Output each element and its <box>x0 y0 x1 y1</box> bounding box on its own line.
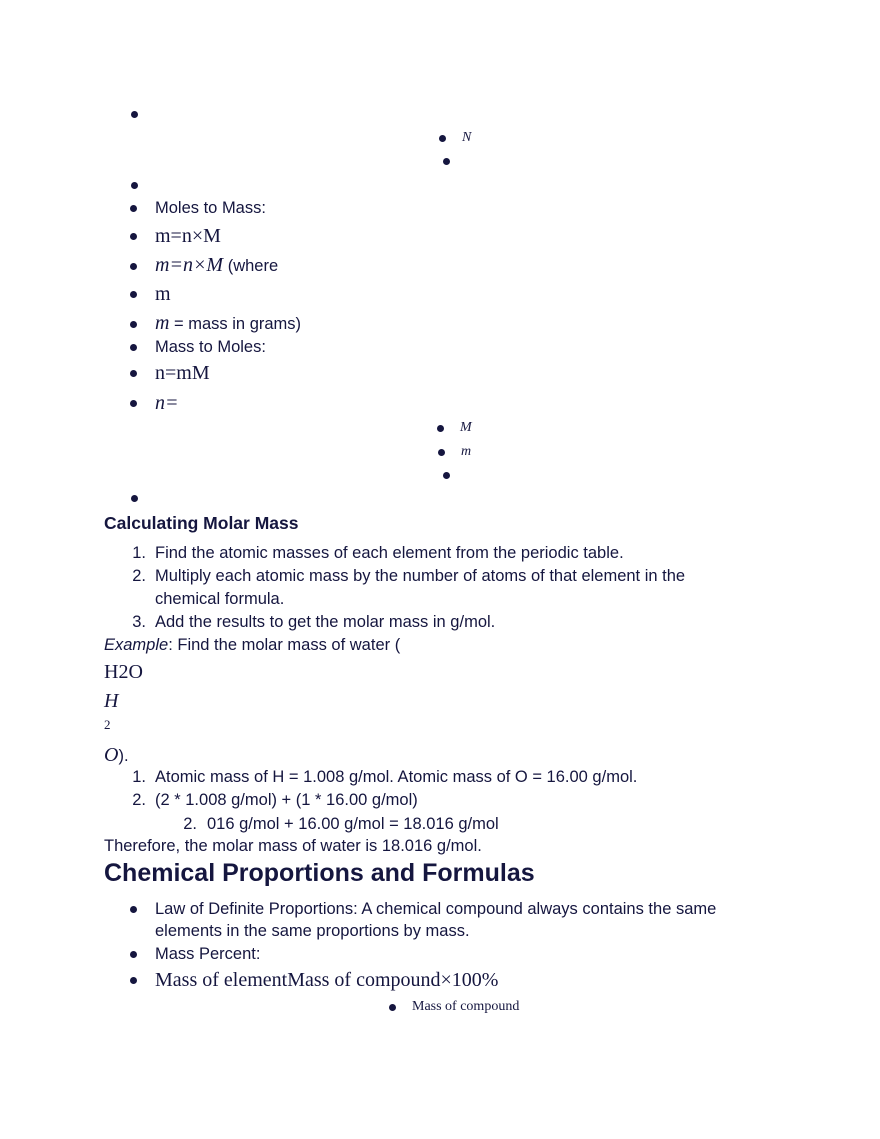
step-text-2-line2: chemical formula. <box>155 590 285 608</box>
step-text-3: Add the results to get the molar mass in g/mol. <box>155 613 496 631</box>
example-step-text-1: Atomic mass of H = 1.008 g/mol. Atomic mass of O = 16.00 g/mol. <box>155 768 638 786</box>
o-italic: O <box>104 744 119 766</box>
example-step-text-3: 016 g/mol + 16.00 g/mol = 18.016 g/mol <box>207 815 499 833</box>
conclusion-text: Therefore, the molar mass of water is 18.016 g/mol. <box>104 837 482 855</box>
step-number-2: 2. <box>132 567 146 585</box>
step-text-2-line1: Multiply each atomic mass by the number of atoms of that element in the <box>155 567 686 585</box>
formula-moles-italic: n= <box>155 392 179 414</box>
example-line <box>104 635 400 655</box>
mass-percent-label: Mass Percent: <box>155 945 261 963</box>
m-definition <box>155 311 301 337</box>
bullet-empty-2 <box>443 158 450 165</box>
subscript-two: 2 <box>104 717 111 732</box>
moles-to-mass-label: Moles to Mass: <box>155 199 266 217</box>
h2o-plain: H2O <box>104 661 143 683</box>
m-symbol-plain: m <box>155 283 171 305</box>
example-text: : Find the molar mass of water ( <box>168 636 401 654</box>
fraction-denominator-n: N <box>462 130 472 145</box>
example-label: Example <box>104 636 169 654</box>
step-number-3: 3. <box>132 613 146 631</box>
formula-mass-with-where <box>155 253 278 279</box>
bullet-empty-1 <box>131 111 138 118</box>
m-symbol-italic: m <box>155 312 170 334</box>
o-suffix: ). <box>118 747 129 765</box>
bullet-empty-3 <box>131 182 138 189</box>
fraction-numerator-m: m <box>461 444 472 459</box>
law-definite-proportions-line1: Law of Definite Proportions: A chemical compound always contains the same <box>155 900 717 918</box>
bullet-empty-5 <box>131 495 138 502</box>
mass-to-moles-label: Mass to Moles: <box>155 338 266 356</box>
h-italic: H <box>104 690 119 712</box>
calculating-heading: Calculating Molar Mass <box>104 513 299 533</box>
example-step-number-2: 2. <box>132 791 146 809</box>
example-step-number-1: 1. <box>132 768 146 786</box>
example-step-text-2: (2 * 1.008 g/mol) + (1 * 16.00 g/mol) <box>155 791 418 809</box>
proportions-heading: Chemical Proportions and Formulas <box>104 859 535 887</box>
formula-mass-plain: m=n×M <box>155 225 221 247</box>
example-step-number-3: 2. <box>183 815 197 833</box>
fraction-denominator-m: M <box>460 420 472 435</box>
bullet-empty-4 <box>443 472 450 479</box>
mass-in-grams-text: = mass in grams) <box>169 315 302 333</box>
o-line <box>104 743 129 769</box>
mass-percent-denominator: Mass of compound <box>412 999 520 1014</box>
step-number-1: 1. <box>132 544 146 562</box>
formula-moles-plain: n=mM <box>155 362 210 384</box>
law-definite-proportions-line2: elements in the same proportions by mass. <box>155 922 470 940</box>
step-text-1: Find the atomic masses of each element from the periodic table. <box>155 544 624 562</box>
formula-mass-italic: m=n×M <box>155 254 224 276</box>
where-text: (where <box>223 257 279 275</box>
mass-percent-formula: Mass of elementMass of compound×100% <box>155 969 499 991</box>
